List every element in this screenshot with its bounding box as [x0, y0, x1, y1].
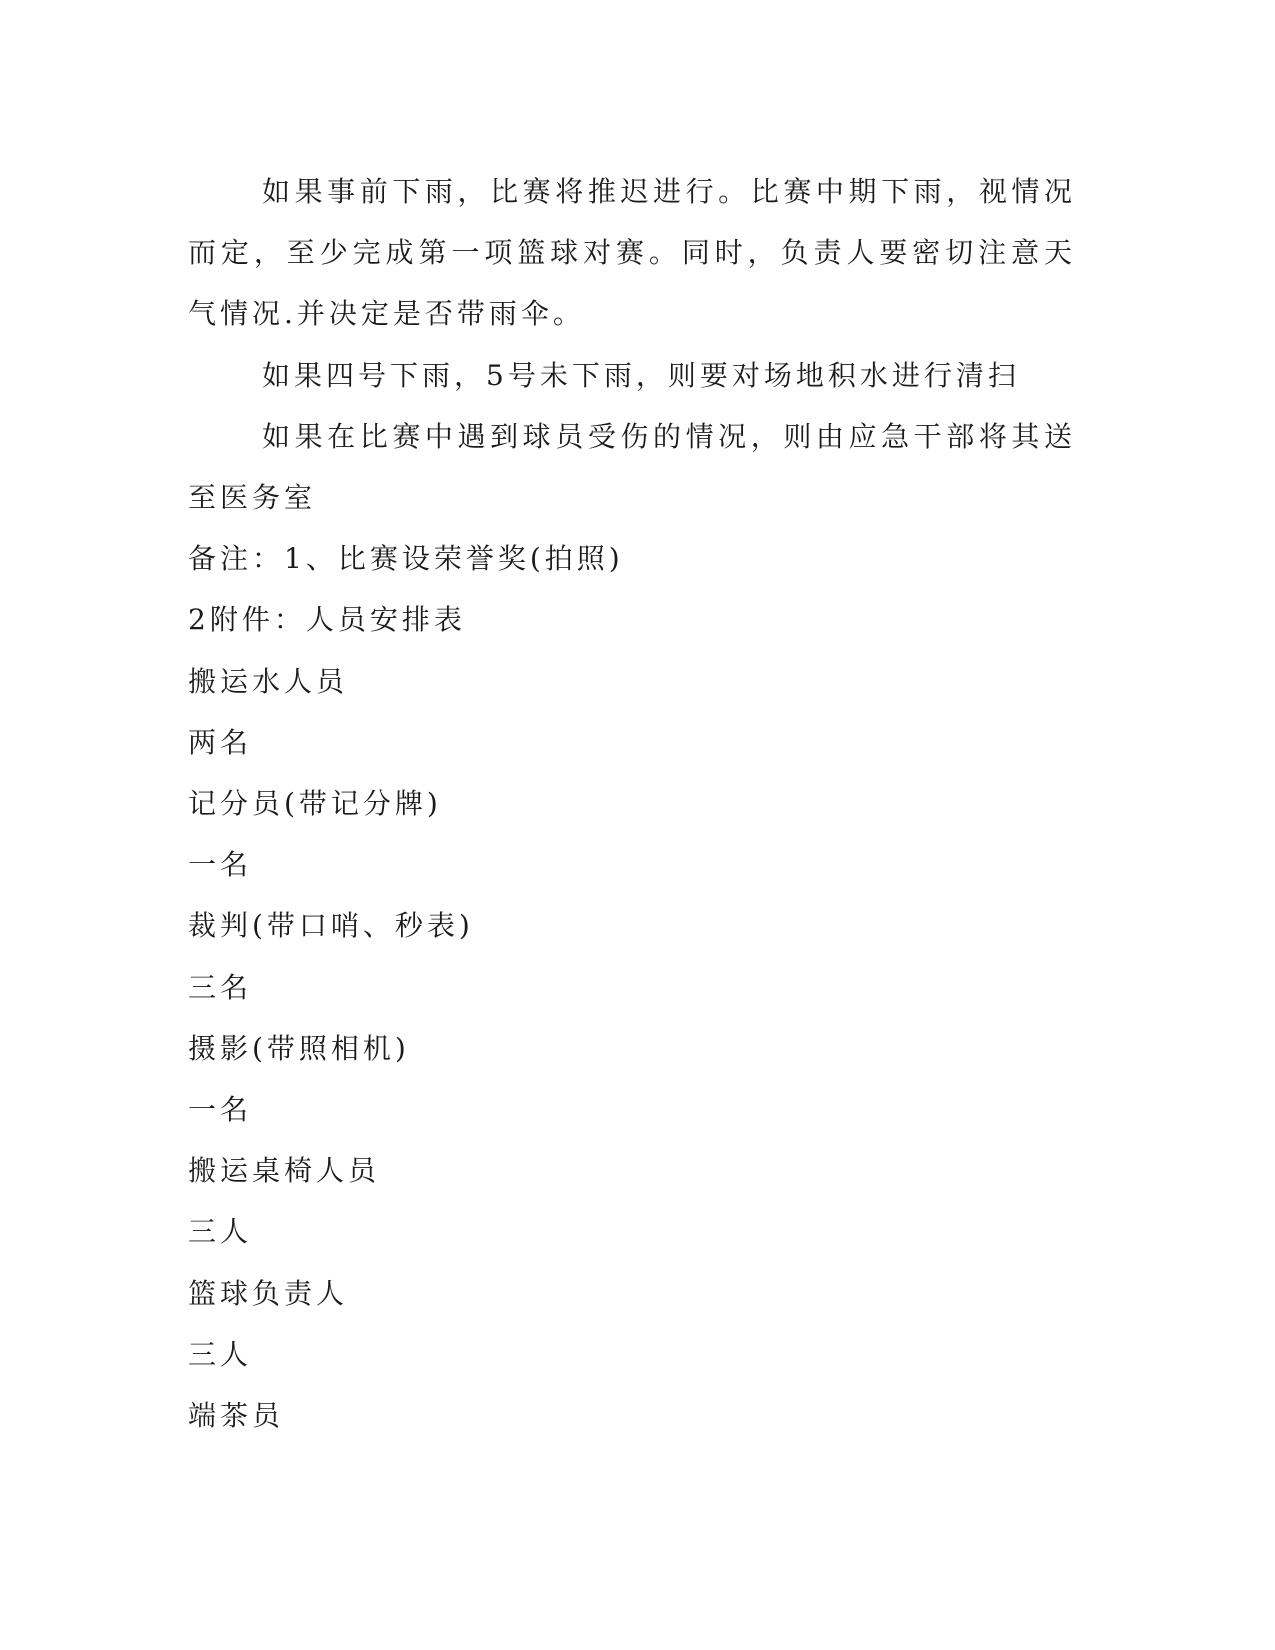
paragraph-injury-plan: 如果在比赛中遇到球员受伤的情况，则由应急干部将其送至医务室 [188, 419, 1076, 515]
staff-count: 三人 [188, 1215, 253, 1249]
note-attachment: 2附件：人员安排表 [188, 603, 466, 637]
staff-role: 端茶员 [188, 1399, 285, 1433]
staff-role: 篮球负责人 [188, 1276, 349, 1310]
staff-role: 搬运桌椅人员 [188, 1154, 381, 1188]
paragraph-rain-plan: 如果事前下雨，比赛将推迟进行。比赛中期下雨，视情况而定，至少完成第一项篮球对赛。同时，负责人要密切注意天气情况.并决定是否带雨伞。 [188, 175, 1076, 331]
staff-count: 三名 [188, 970, 253, 1004]
staff-count: 一名 [188, 1093, 253, 1127]
staff-role: 裁判(带口哨、秒表) [188, 909, 474, 943]
staff-role: 摄影(带照相机) [188, 1031, 410, 1065]
staff-role: 记分员(带记分牌) [188, 787, 442, 821]
note-award: 备注：1、比赛设荣誉奖(拍照) [188, 542, 624, 576]
staff-count: 三人 [188, 1337, 253, 1371]
document-body [188, 161, 1076, 1446]
staff-count: 两名 [188, 725, 253, 759]
paragraph-field-cleanup: 如果四号下雨，5号未下雨，则要对场地积水进行清扫 [262, 358, 1020, 392]
staff-role: 搬运水人员 [188, 664, 349, 698]
staff-count: 一名 [188, 848, 253, 882]
